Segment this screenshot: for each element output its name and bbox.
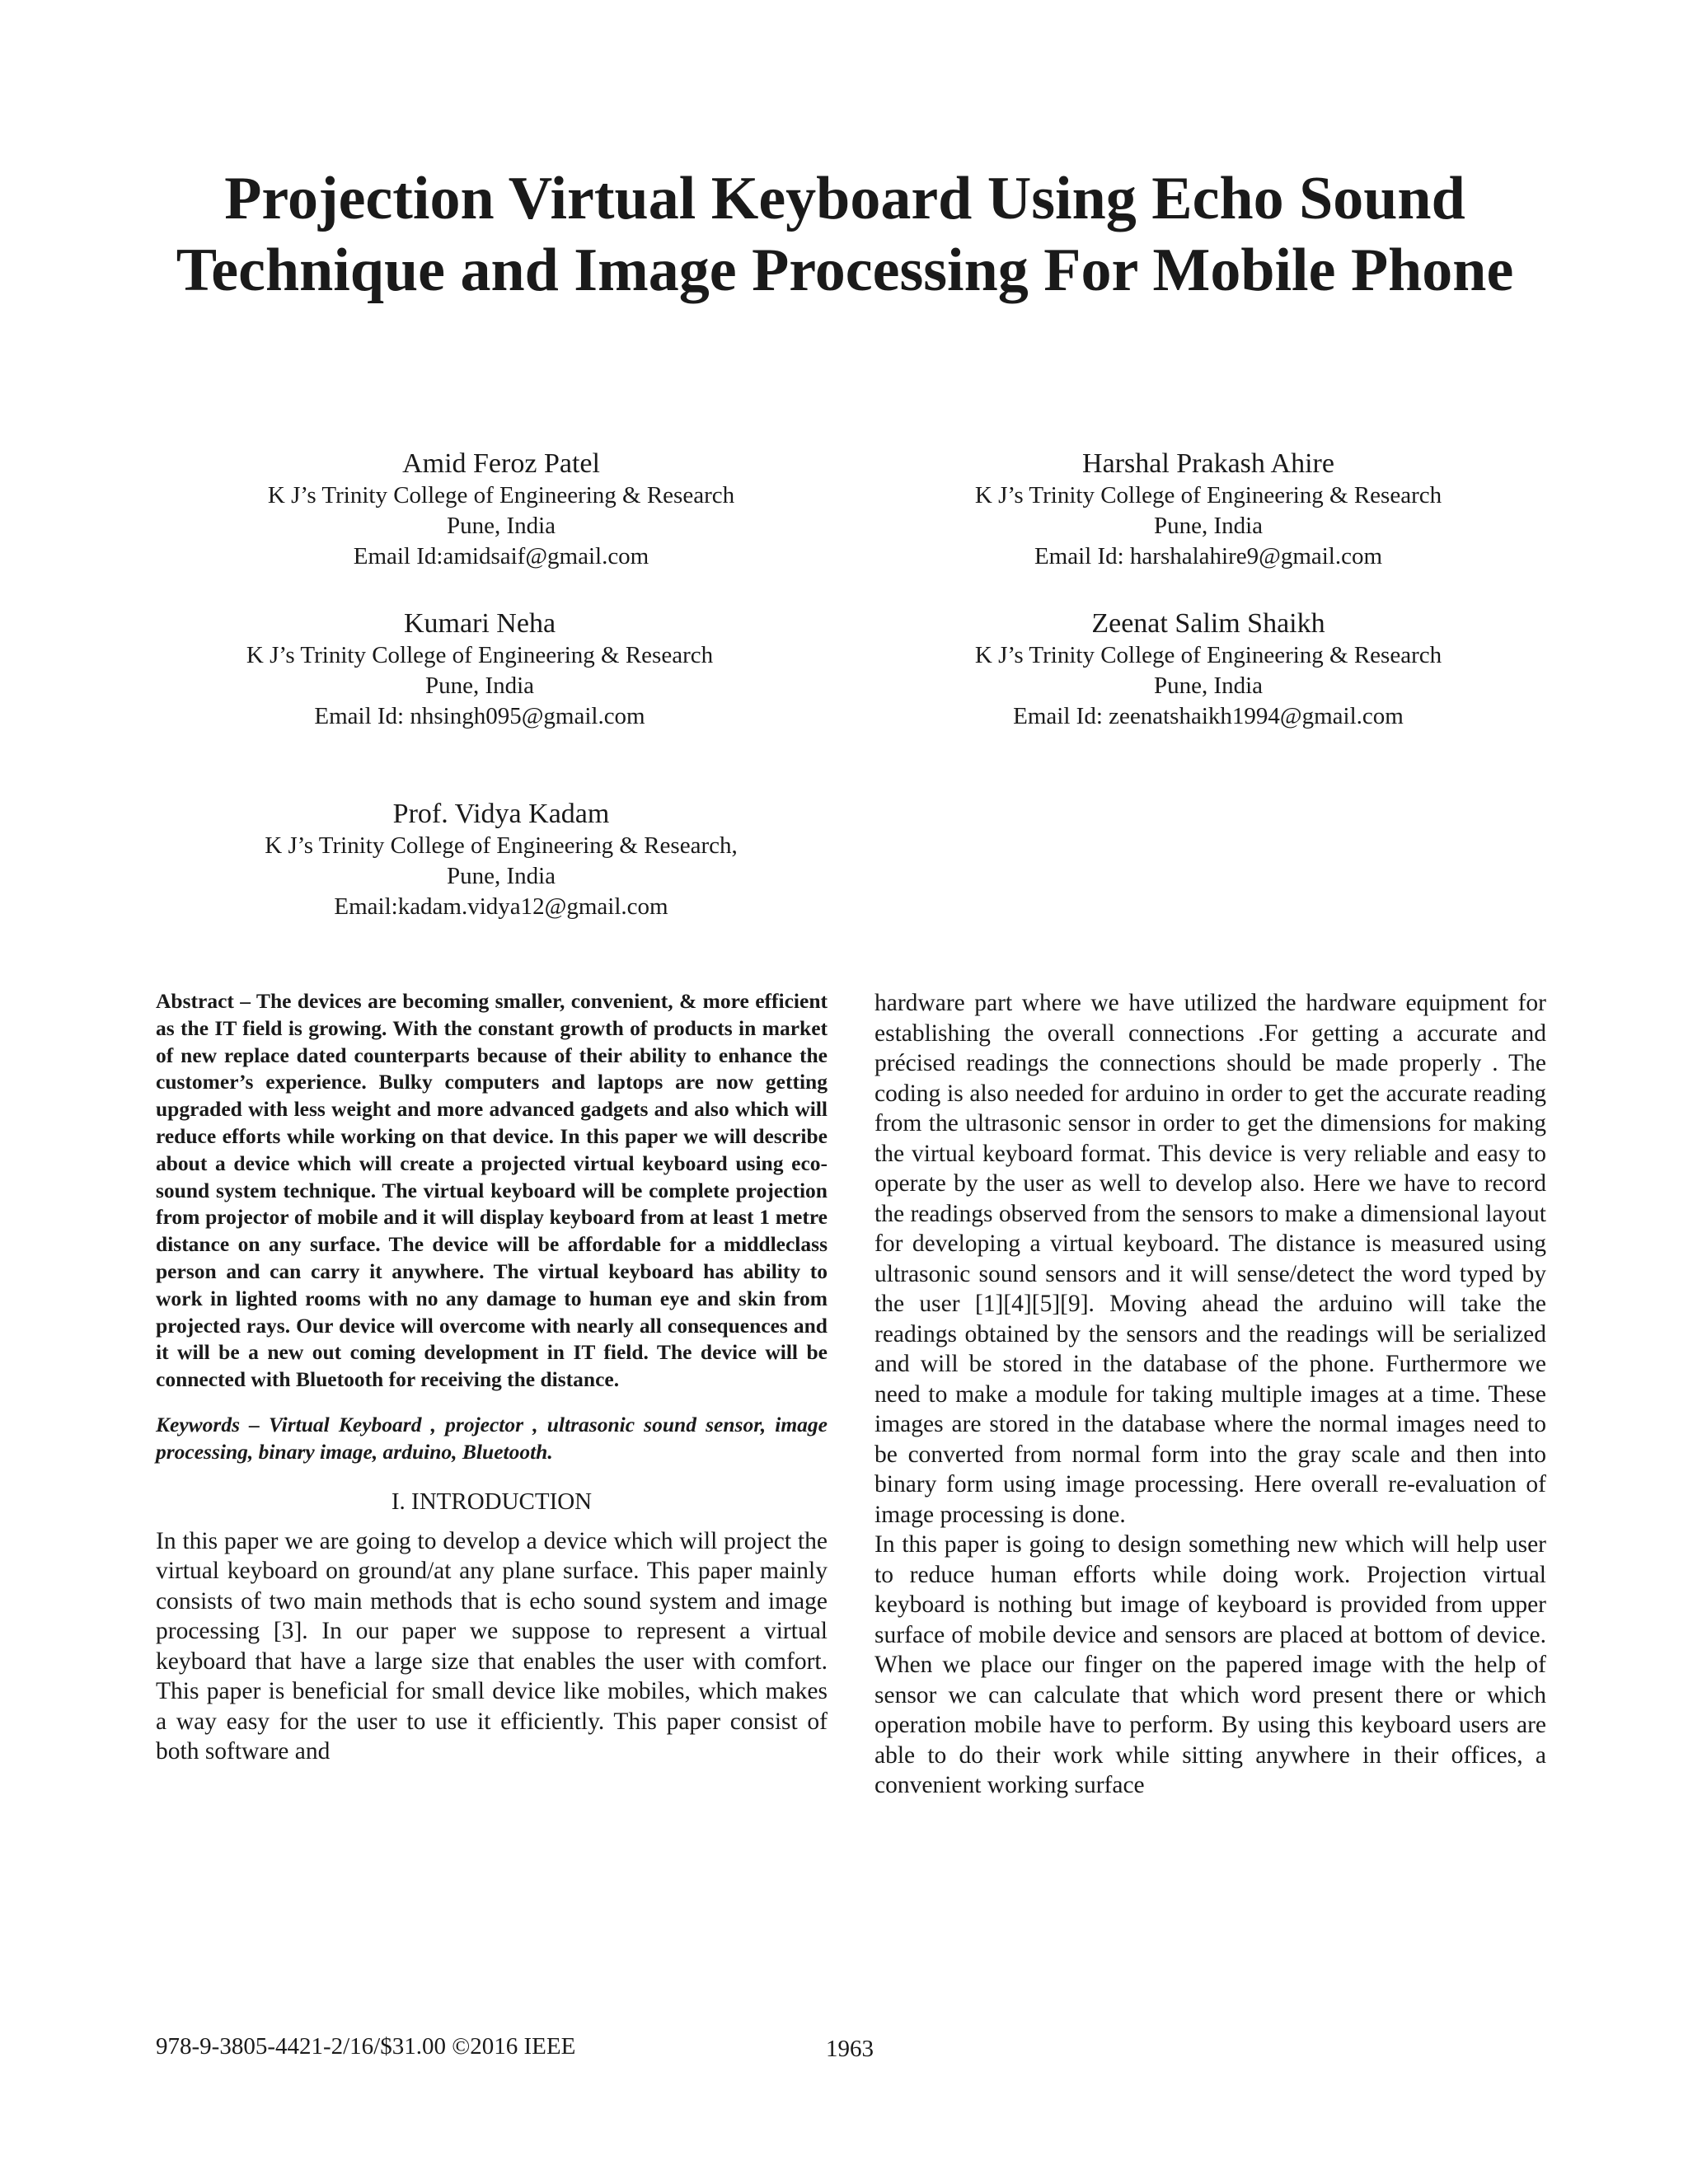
author-block [166, 607, 793, 732]
body-paragraph: In this paper is going to design something new which will help user to reduce human efforts while doing work. Projection virtual keyboard is nothing but image of keyboard is provided from upper surface of mobile device and sensors are placed at bottom of device. When we place our finger on the papered image with the help of sensor we can calculate that which word present there or which operation mobile have to perform. By using this keyboard users are able to do their work while sitting anywhere in their offices, a convenient working surface [874, 1531, 1546, 1798]
author-block [895, 607, 1522, 732]
author-location: Pune, India [446, 863, 556, 889]
intro-paragraph: In this paper we are going to develop a device which will project the virtual keyboard on ground/at any plane surface. This paper mainly consists of two main methods that is echo sound system and image processing [3]. In our paper we suppose to represent a virtual keyboard that have a large size that enables the user with comfort. This paper is beneficial for small device like mobiles, which makes a way easy for the user to use it efficiently. This paper consist of both software and [156, 1527, 828, 1765]
keywords: Keywords – Virtual Keyboard , projector , ultrasonic sound sensor, image processing, binary image, arduino, Bluetooth. [156, 1412, 828, 1464]
author-name: Amid Feroz Patel [402, 448, 600, 479]
body-paragraph: hardware part where we have utilized the hardware equipment for establishing the overall connections .For getting a accurate and précised readings the connections should be made properly . The coding is also needed for arduino in order to get the accurate reading from the ultrasonic sensor in order to get the dimensions for making the virtual keyboard format. This device is very reliable and easy to operate by the user as well to develop also. Here we have to record the readings observed from the sensors to make a dimensional layout for developing a virtual keyboard. The distance is measured using ultrasonic sound sensors and it will sense/detect the word typed by the user [1][4][5][9]. Moving ahead the arduino will take the readings obtained by the sensors and the readings will be serialized and will be stored in the database of the phone. Furthermore we need to make a module for taking multiple images at a time. These images are stored in the database where the normal images need to be converted from normal form into the gray scale and then into binary form using image processing. Here overall re-evaluation of image processing is done. [874, 990, 1546, 1528]
right-column [874, 988, 1546, 1801]
page-number: 1963 [826, 2036, 874, 2062]
paper-title: Projection Virtual Keyboard Using Echo Sound Technique and Image Processing For Mobile Phone [176, 165, 1514, 304]
author-affiliation: K J’s Trinity College of Engineering & Research, [265, 832, 738, 859]
author-name: Prof. Vidya Kadam [392, 799, 610, 829]
author-affiliation: K J’s Trinity College of Engineering & Research [974, 642, 1442, 668]
author-email: Email Id: zeenatshaikh1994@gmail.com [1013, 703, 1404, 729]
section-heading: I. INTRODUCTION [391, 1488, 593, 1515]
author-affiliation: K J’s Trinity College of Engineering & Research [246, 642, 714, 668]
author-email: Email Id: nhsingh095@gmail.com [314, 703, 645, 729]
abstract: Abstract – The devices are becoming smaller, convenient, & more efficient as the IT field is growing. With the constant growth of products in market of new replace dated counterparts because of their ability to enhance the customer’s experience. Bulky computers and laptops are now getting upgraded with less weight and more advanced gadgets and also which will reduce efforts while working on that device. In this paper we will describe about a device which will create a projected virtual keyboard using eco-sound system technique. The virtual keyboard will be complete projection from projector of mobile and it will display keyboard from at least 1 metre distance on any surface. The device will be affordable for a middleclass person and can carry it anywhere. The virtual keyboard has ability to work in lighted rooms with no any damage to human eye and skin from projected rays. Our device will overcome with nearly all consequences and it will be a new out coming development in IT field. The device will be connected with Bluetooth for receiving the distance. [156, 989, 828, 1392]
author-affiliation: K J’s Trinity College of Engineering & Research [974, 482, 1442, 509]
author-block [188, 798, 814, 922]
author-affiliation: K J’s Trinity College of Engineering & Research [267, 482, 735, 509]
author-name: Harshal Prakash Ahire [1082, 448, 1334, 479]
author-name: Kumari Neha [403, 608, 556, 639]
author-email: Email:kadam.vidya12@gmail.com [334, 893, 668, 920]
copyright-line: 978-9-3805-4421-2/16/$31.00 ©2016 IEEE [156, 2033, 576, 2060]
author-location: Pune, India [1153, 673, 1264, 699]
author-block [188, 448, 814, 572]
left-column [156, 988, 828, 1767]
author-location: Pune, India [424, 673, 535, 699]
author-email: Email Id: harshalahire9@gmail.com [1034, 543, 1383, 569]
author-block [895, 448, 1522, 572]
author-name: Zeenat Salim Shaikh [1091, 608, 1325, 639]
author-location: Pune, India [446, 513, 556, 539]
author-email: Email Id:amidsaif@gmail.com [353, 543, 649, 569]
author-location: Pune, India [1153, 513, 1264, 539]
